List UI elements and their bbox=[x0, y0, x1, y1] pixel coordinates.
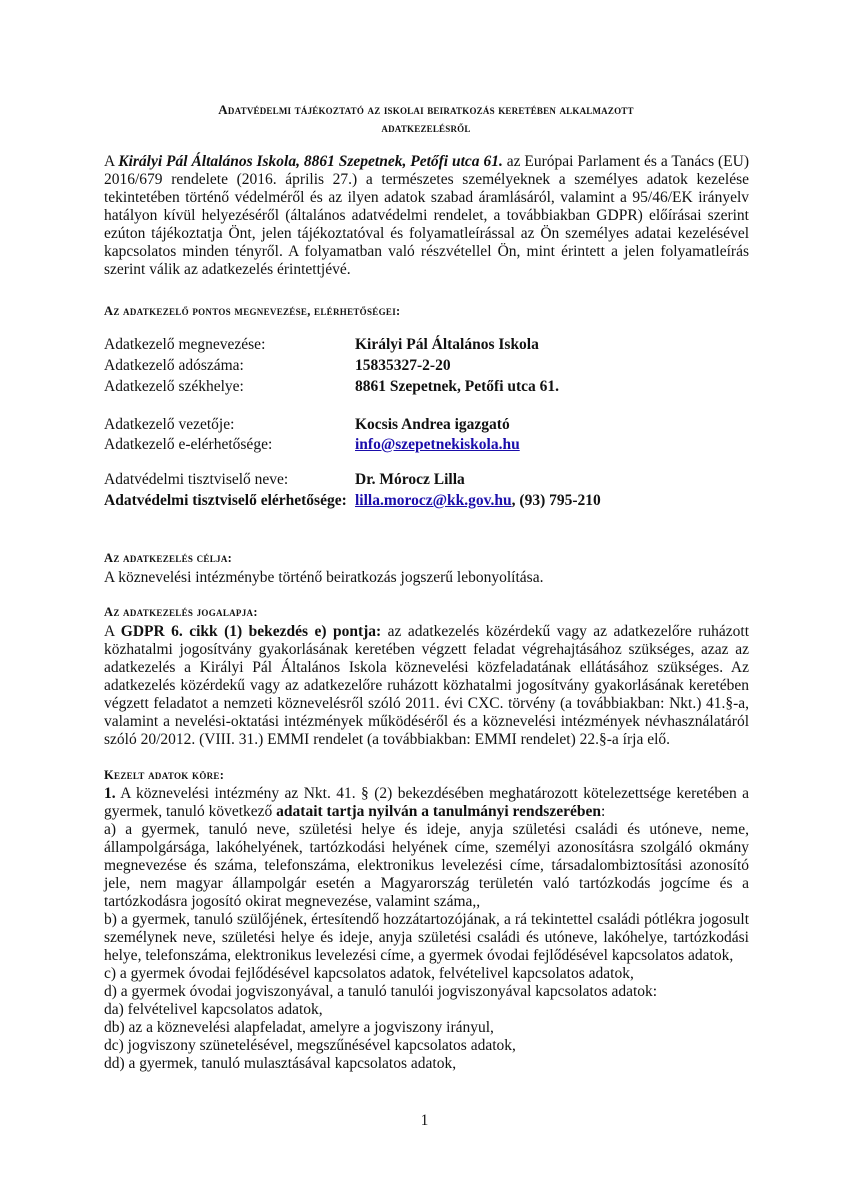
list-item: c) a gyermek óvodai fejlődésével kapcsolatos adatok, felvételivel kapcsolatos adatok, bbox=[104, 965, 634, 982]
data-scope-heading: Kezelt adatok köre: bbox=[104, 768, 225, 782]
list-item: dd) a gyermek, tanuló mulasztásával kapcsolatos adatok, bbox=[104, 1055, 457, 1072]
list-item: a) a gyermek, tanuló neve, születési helye és ideje, anyja születési családi és utóneve, neme, állampolgársága, lakóhelyének, tartózkodási helyének címe, személyi azonosításra szolgáló okmány megnevezése és száma, telefonszáma, elektronikus levelezési címe, társadalombiztosítási azonosító jele, nem magyar állampolgár esetén a Magyarország területén való tartózkodás jogcíme és a tartózkodásra jogosító okirat megnevezése, valamint száma,, bbox=[104, 821, 749, 910]
list-item: dc) jogviszony szünetelésével, megszűnésével kapcsolatos adatok, bbox=[104, 1037, 516, 1054]
dpo-name-label: Adatvédelmi tisztviselő neve: bbox=[104, 471, 289, 488]
controller-tax-value: 15835327-2-20 bbox=[355, 357, 451, 374]
controller-heading: Az adatkezelő pontos megnevezése, elérhetőségei: bbox=[104, 304, 401, 318]
institution-name: Királyi Pál Általános Iskola, 8861 Szepetnek, Petőfi utca 61. bbox=[118, 153, 503, 170]
controller-email-value bbox=[355, 436, 520, 454]
controller-name-label: Adatkezelő megnevezése: bbox=[104, 336, 266, 353]
controller-seat-label: Adatkezelő székhelye: bbox=[104, 378, 244, 395]
controller-email-label: Adatkezelő e-elérhetősége: bbox=[104, 436, 273, 453]
list-item: b) a gyermek, tanuló szülőjének, értesítendő hozzátartozójának, a rá tekintettel családi pótlékra jogosult személynek neve, születési helye és ideje, anyja születési családi és utóneve, lakóhelye, tartózkodási helye, telefonszáma, elektronikus levelezési címe, a gyermek óvodai fejlődésével kapcsolatos adatok, bbox=[104, 911, 749, 964]
list-item: d) a gyermek óvodai jogviszonyával, a tanuló tanulói jogviszonyával kapcsolatos adatok: bbox=[104, 983, 658, 1000]
dpo-email-link[interactable]: lilla.morocz@kk.gov.hu bbox=[355, 492, 512, 509]
data-scope-list bbox=[104, 785, 749, 1073]
document-title bbox=[100, 101, 752, 137]
list-item: db) az a köznevelési alapfeladat, amelyre a jogviszony irányul, bbox=[104, 1019, 494, 1036]
page-number: 1 bbox=[420, 1112, 429, 1129]
controller-name-value: Királyi Pál Általános Iskola bbox=[355, 336, 539, 353]
legal-basis-paragraph: A GDPR 6. cikk (1) bekezdés e) pontja: az adatkezelés közérdekű vagy az adatkezelőre ruházott közhatalmi jogosítvány gyakorlásának keretében végzett feladat végrehajtásához szükséges, azaz az adatkezelés a Királyi Pál Általános Iskola köznevelési közfeladatának ellátásához szükséges. Az adatkezelés közérdekű vagy az adatkezelőre ruházott közhatalmi jogosítvány gyakorlásának keretében végzett feladatot a nemzeti köznevelésről szóló 2011. évi CXC. törvény (a továbbiakban: Nkt.) 41.§-a, valamint a nevelési-oktatási intézmények működéséről és a köznevelési intézmények névhasználatáról szóló 20/2012. (VIII. 31.) EMMI rendelet (a továbbiakban: EMMI rendelet) 22.§-a írja elő. bbox=[104, 623, 750, 748]
title-line-2: adatkezelésről bbox=[381, 120, 471, 135]
dpo-phone: , (93) 795-210 bbox=[511, 492, 601, 509]
intro-paragraph: A Királyi Pál Általános Iskola, 8861 Szepetnek, Petőfi utca 61. az Európai Parlament és a Tanács (EU) 2016/679 rendelete (2016. április 27.) a természetes személyeknek a személyes adatok kezelése tekintetében történő védelméről és az ilyen adatok szabad áramlásáról, valamint a 95/46/EK irányelv hatályon kívül helyezéséről (általános adatvédelmi rendelet, a továbbiakban GDPR) előírásai szerint ezúton tájékoztatja Önt, jelen tájékoztatóval és folyamatleírással az Ön személyes adatai kezelésével kapcsolatos minden tényről. A folyamatban való részvétellel Ön, mint érintett a jelen folyamatleírás szerint válik az adatkezelés érintettjévé. bbox=[104, 153, 750, 278]
controller-head-value: Kocsis Andrea igazgató bbox=[355, 416, 510, 433]
gdpr-reference: GDPR 6. cikk (1) bekezdés e) pontja: bbox=[120, 623, 382, 640]
controller-head-label: Adatkezelő vezetője: bbox=[104, 416, 235, 433]
controller-seat-value: 8861 Szepetnek, Petőfi utca 61. bbox=[355, 378, 560, 395]
dpo-contact-value bbox=[355, 492, 601, 510]
list-item: da) felvételivel kapcsolatos adatok, bbox=[104, 1001, 323, 1018]
dpo-contact-label: Adatvédelmi tisztviselő elérhetősége: bbox=[104, 492, 347, 509]
controller-tax-label: Adatkezelő adószáma: bbox=[104, 357, 244, 374]
legal-basis-heading: Az adatkezelés jogalapja: bbox=[104, 605, 258, 619]
dpo-name-value: Dr. Mórocz Lilla bbox=[355, 471, 465, 488]
controller-email-link[interactable]: info@szepetnekiskola.hu bbox=[355, 436, 520, 453]
purpose-text: A köznevelési intézménybe történő beiratkozás jogszerű lebonyolítása. bbox=[104, 569, 544, 586]
title-line-1: Adatvédelmi tájékoztató az iskolai beiratkozás keretében alkalmazott bbox=[218, 102, 634, 117]
list-item: 1. A köznevelési intézmény az Nkt. 41. § (2) bekezdésében meghatározott kötelezettsége keretében a gyermek, tanuló következő adatait tartja nyilván a tanulmányi rendszerében: bbox=[104, 785, 749, 820]
purpose-heading: Az adatkezelés célja: bbox=[104, 551, 233, 565]
